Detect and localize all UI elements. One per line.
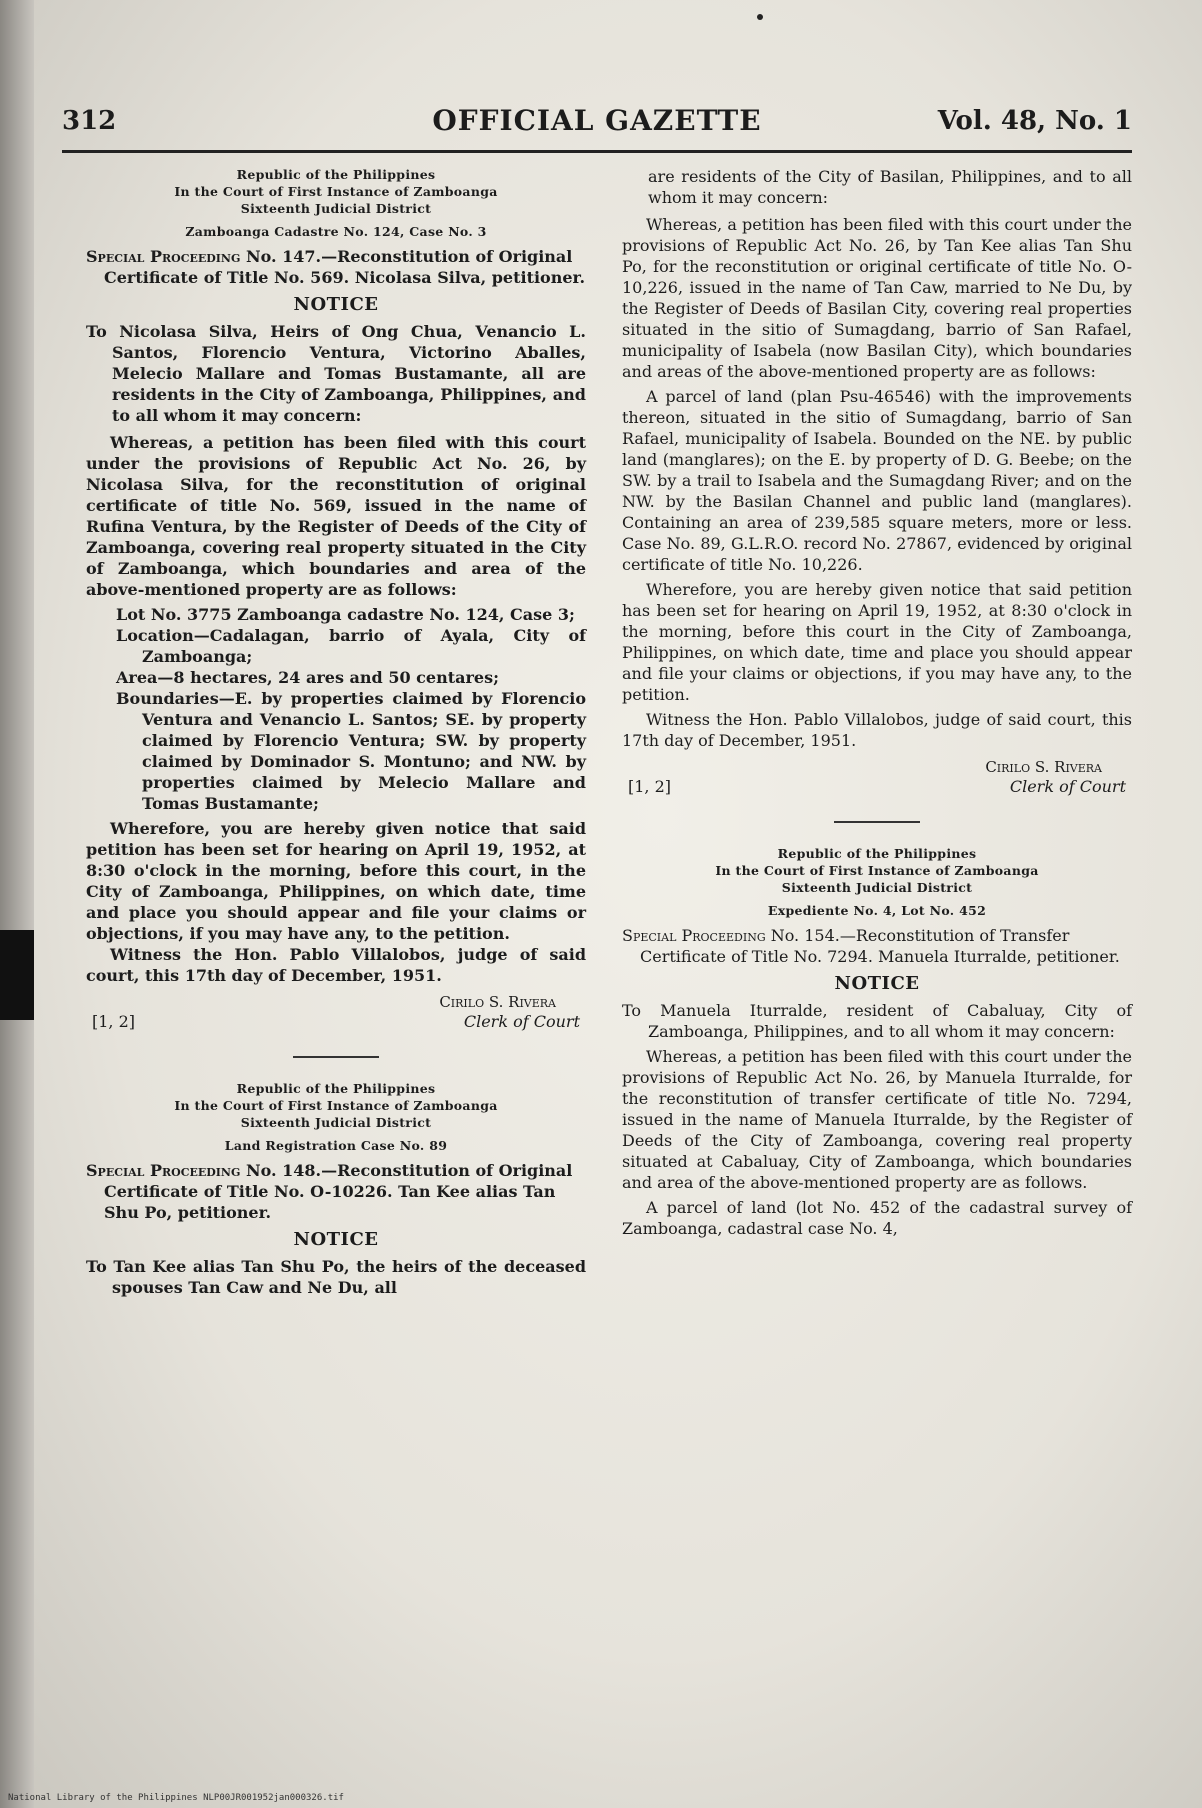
court-caption: [622, 845, 1132, 896]
publication-title: OFFICIAL GAZETTE: [432, 104, 762, 137]
area-item: Area—8 hectares, 24 ares and 50 centares;: [116, 668, 499, 687]
parcel-paragraph: A parcel of land (plan Psu-46546) with the improvements thereon, situated in the sitio of Sumagdang, barrio of San Rafael, municipality of Isabela. Bounded on the NE. by public land (manglares); on the E. by property of D. G. Beebe; on the SW. by a trail to Isabela and the Sumagdang River; and on the NW. by the Basilan Channel and public land (manglares). Containing an area of 239,585 square meters, more or less. Case No. 89, G.L.R.O. record No. 27867, evidenced by original certificate of title No. 10,226.: [622, 387, 1132, 574]
sp-label: Special Proceeding: [86, 247, 241, 266]
court-caption: [86, 166, 586, 217]
addressees-continued: are residents of the City of Basilan, Philippines, and to all whom it may concern:: [648, 167, 1132, 207]
notice-heading: NOTICE: [834, 973, 920, 994]
caption-line: Republic of the Philippines: [236, 1081, 436, 1096]
location-item: Location—Cadalagan, barrio of Ayala, City of Zamboanga;: [116, 626, 586, 666]
caption-line: Republic of the Philippines: [777, 846, 977, 861]
signature-row: [622, 777, 1132, 799]
caption-line: Sixteenth Judicial District: [240, 201, 432, 216]
sp-label: Special Proceeding: [86, 1161, 241, 1180]
sp-text: No. 148.—Reconstitution of Original Certificate of Title No. O-10226. Tan Kee alias Tan Shu Po, petitioner.: [104, 1161, 573, 1222]
signature-row: [86, 1012, 586, 1034]
right-column: [622, 166, 1132, 1239]
caption-line: Sixteenth Judicial District: [240, 1115, 432, 1130]
caption-line: In the Court of First Instance of Zamboanga: [715, 863, 1039, 878]
notice-heading: NOTICE: [293, 294, 379, 315]
court-caption: [86, 1080, 586, 1131]
special-proceeding: [86, 246, 586, 288]
witness-paragraph: Witness the Hon. Pablo Villalobos, judge of said court, this 17th day of December, 1951.: [86, 945, 586, 985]
issue-ref: [1, 2]: [92, 1012, 136, 1031]
signer-name: Cirilo S. Rivera: [985, 758, 1102, 776]
notice-heading: NOTICE: [293, 1229, 379, 1250]
parcel-paragraph: A parcel of land (lot No. 452 of the cadastral survey of Zamboanga, cadastral case No. 4,: [622, 1198, 1132, 1238]
signer-role: Clerk of Court: [1009, 777, 1126, 796]
binding-tab: [0, 930, 34, 1020]
case-number: Zamboanga Cadastre No. 124, Case No. 3: [185, 224, 487, 239]
whereas-paragraph: Whereas, a petition has been filed with this court under the provisions of Republic Act No. 26, by Tan Kee alias Tan Shu Po, for the reconstitution or original certificate of title No. O-10,226, issued in the name of Tan Caw, married to Ne Du, by the Register of Deeds of Basilan City, covering real properties situated in the sitio of Sumagdang, barrio of San Rafael, municipality of Isabela (now Basilan City), which boundaries and areas of the above-mentioned property are as follows:: [622, 215, 1132, 381]
scan-edge: [0, 0, 34, 1808]
caption-line: Republic of the Philippines: [236, 167, 436, 182]
whereas-paragraph: Whereas, a petition has been filed with this court under the provisions of Republic Act No. 26, by Nicolasa Silva, for the reconstitution of original certificate of title No. 569, issued in the name of Rufina Ventura, by the Register of Deeds of the City of Zamboanga, covering real property situated in the City of Zamboanga, which boundaries and area of the above-mentioned property are as follows:: [86, 433, 586, 599]
left-column: [86, 166, 586, 1298]
page-number: 312: [62, 106, 117, 136]
lot-item: Lot No. 3775 Zamboanga cadastre No. 124, Case 3;: [116, 605, 575, 624]
header-rule: [62, 150, 1132, 153]
whereas-paragraph: Whereas, a petition has been filed with this court under the provisions of Republic Act No. 26, by Manuela Iturralde, for the reconstitution of transfer certificate of title No. 7294, issued in the name of Manuela Iturralde, by the Register of Deeds of the City of Zamboanga, covering real property situated at Cabaluay, City of Zamboanga, which boundaries and area of the above-mentioned property are as follows.: [622, 1047, 1132, 1192]
scan-footer: National Library of the Philippines NLP00JR001952jan000326.tif: [8, 1793, 344, 1803]
scan-speck: [757, 14, 763, 20]
issue-ref: [1, 2]: [628, 777, 672, 796]
case-number: Expediente No. 4, Lot No. 452: [767, 903, 987, 918]
wherefore-paragraph: Wherefore, you are hereby given notice that said petition has been set for hearing on April 19, 1952, at 8:30 o'clock in the morning, before this court, in the City of Zamboanga, Philippines, on which date, time and place you should appear and file your claims or objections, if you may have any, to the petition.: [86, 819, 586, 943]
caption-line: In the Court of First Instance of Zamboanga: [174, 1098, 498, 1113]
sp-text: No. 154.—Reconstitution of Transfer Certificate of Title No. 7294. Manuela Iturralde, petitioner.: [640, 926, 1120, 966]
sp-label: Special Proceeding: [622, 926, 766, 945]
case-number: Land Registration Case No. 89: [224, 1138, 448, 1153]
separator-rule: [834, 821, 920, 823]
signer-role: Clerk of Court: [463, 1012, 580, 1031]
addressees: To Nicolasa Silva, Heirs of Ong Chua, Venancio L. Santos, Florencio Ventura, Victorino Aballes, Melecio Mallare and Tomas Bustamante, all are residents in the City of Zamboanga, Philippines, and to all whom it may concern:: [86, 322, 586, 425]
signer-name: Cirilo S. Rivera: [439, 993, 556, 1011]
caption-line: In the Court of First Instance of Zamboanga: [174, 184, 498, 199]
caption-line: Sixteenth Judicial District: [781, 880, 973, 895]
sp-text: No. 147.—Reconstitution of Original Certificate of Title No. 569. Nicolasa Silva, petitioner.: [104, 247, 586, 287]
wherefore-paragraph: Wherefore, you are hereby given notice that said petition has been set for hearing on April 19, 1952, at 8:30 o'clock in the morning, before this court in the City of Zamboanga, Philippines, on which date, time and place you should appear and file your claims or objections, if you may have any, to the petition.: [622, 580, 1132, 704]
addressees: To Tan Kee alias Tan Shu Po, the heirs of the deceased spouses Tan Caw and Ne Du, all: [86, 1257, 586, 1297]
page-header: [62, 100, 1132, 146]
special-proceeding: [86, 1160, 586, 1223]
witness-paragraph: Witness the Hon. Pablo Villalobos, judge of said court, this 17th day of December, 1951.: [622, 710, 1132, 750]
separator-rule: [293, 1056, 379, 1058]
special-proceeding: [622, 925, 1132, 967]
volume-label: Vol. 48, No. 1: [937, 106, 1132, 136]
addressees: To Manuela Iturralde, resident of Cabaluay, City of Zamboanga, Philippines, and to all whom it may concern:: [622, 1001, 1132, 1041]
boundaries-item: Boundaries—E. by properties claimed by Florencio Ventura and Venancio L. Santos; SE. by property claimed by Florencio Ventura; SW. by property claimed by Dominador S. Montuno; and NW. by properties claimed by Melecio Mallare and Tomas Bustamante;: [116, 689, 586, 813]
